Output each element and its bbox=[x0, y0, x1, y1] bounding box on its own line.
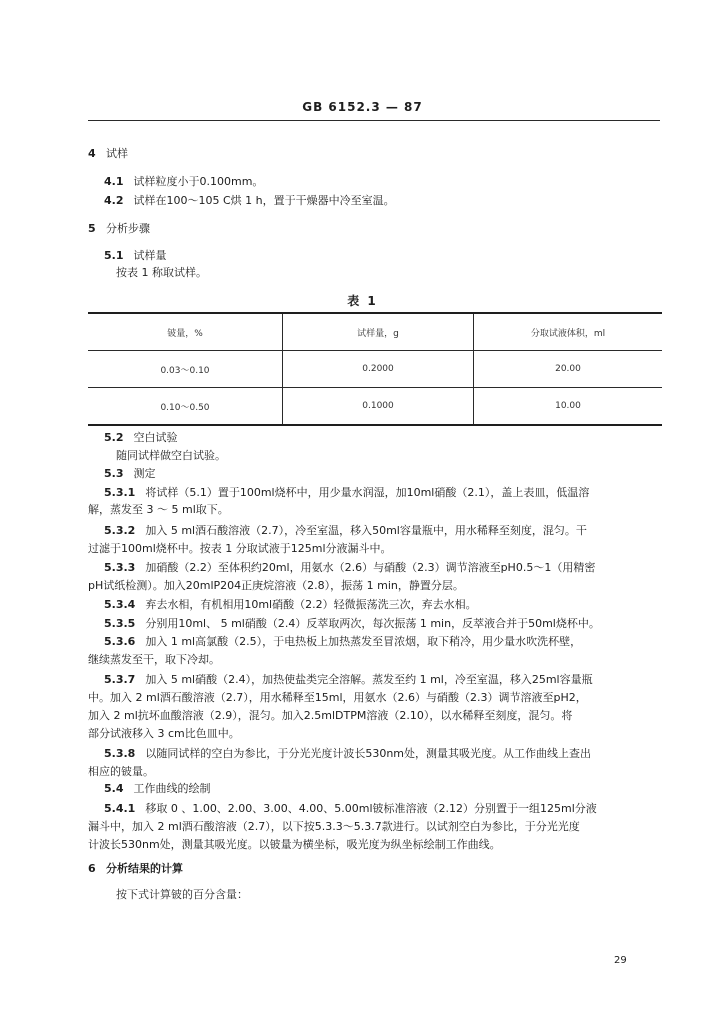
clause-number: 4.1 bbox=[104, 175, 124, 188]
clause-number: 5.3.5 bbox=[104, 617, 136, 630]
section-5-heading bbox=[88, 222, 150, 236]
header-rule bbox=[88, 120, 660, 121]
clause-5-3-2-cont: 过滤于100ml烧杯中。按表 1 分取试液于125ml分液漏斗中。 bbox=[88, 542, 392, 555]
clause-4-1 bbox=[104, 175, 263, 189]
clause-5-3-3 bbox=[104, 561, 595, 575]
table-cell: 10.00 bbox=[474, 388, 663, 426]
clause-number: 5.2 bbox=[104, 431, 124, 444]
clause-title: 试样量 bbox=[133, 249, 167, 262]
clause-5-3-5 bbox=[104, 617, 600, 631]
clause-title: 空白试验 bbox=[133, 431, 178, 444]
clause-5-3-2 bbox=[104, 524, 587, 538]
clause-5-3-4 bbox=[104, 598, 477, 612]
clause-5-3-3-cont: pH试纸检测）。加入20mlP204正庚烷溶液（2.8），振荡 1 min，静置分层。 bbox=[88, 579, 464, 592]
section-4-heading bbox=[88, 147, 128, 161]
clause-5-3-6-cont: 继续蒸发至干，取下冷却。 bbox=[88, 653, 220, 666]
table-row bbox=[88, 388, 662, 426]
page-number: 29 bbox=[614, 955, 627, 966]
table-cell: 0.2000 bbox=[283, 351, 474, 388]
clause-number: 5.3.4 bbox=[104, 598, 136, 611]
clause-text: 加入 5 ml酒石酸溶液（2.7），冷至室温，移入50ml容量瓶中，用水稀释至刻度，混匀。干 bbox=[145, 524, 587, 537]
clause-number: 5.3.8 bbox=[104, 747, 136, 760]
clause-number: 5.3.2 bbox=[104, 524, 136, 537]
section-6-text: 按下式计算铍的百分含量： bbox=[116, 888, 248, 901]
clause-text: 将试样（5.1）置于100ml烧杯中，用少量水润湿，加10ml硝酸（2.1），盖上表皿，低温溶 bbox=[145, 486, 590, 499]
table-cell: 20.00 bbox=[474, 351, 663, 388]
clause-text: 加硝酸（2.2）至体积约20ml，用氨水（2.6）与硝酸（2.3）调节溶液至pH0.5～1（用精密 bbox=[145, 561, 596, 574]
clause-5-3-7-cont: 中。加入 2 ml酒石酸溶液（2.7），用水稀释至15ml，用氨水（2.6）与硝酸（2.3）调节溶液至pH2， bbox=[88, 691, 587, 704]
table-title: 表 1 bbox=[347, 294, 378, 308]
clause-text: 移取 0 、1.00、2.00、3.00、4.00、5.00ml铍标准溶液（2.12）分别置于一组125ml分液 bbox=[145, 802, 597, 815]
clause-5-3-6 bbox=[104, 635, 581, 649]
table-header-cell: 试样量，g bbox=[283, 313, 474, 351]
clause-number: 4.2 bbox=[104, 194, 124, 207]
clause-5-1 bbox=[104, 249, 167, 263]
section-title: 分析步骤 bbox=[106, 222, 150, 235]
clause-4-2 bbox=[104, 194, 395, 208]
table-cell: 0.03～0.10 bbox=[88, 351, 283, 388]
clause-5-3-8-cont: 相应的铍量。 bbox=[88, 765, 154, 778]
section-number: 5 bbox=[88, 222, 96, 235]
clause-5-2-text: 随同试样做空白试验。 bbox=[116, 449, 226, 462]
clause-text: 弃去水相，有机相用10ml硝酸（2.2）轻微振荡洗三次，弃去水相。 bbox=[145, 598, 477, 611]
clause-5-3-8 bbox=[104, 747, 591, 761]
section-6-heading bbox=[88, 862, 183, 876]
clause-text: 分别用10ml、 5 ml硝酸（2.4）反萃取两次，每次振荡 1 min，反萃液合并于50ml烧杯中。 bbox=[145, 617, 600, 630]
section-number: 4 bbox=[88, 147, 96, 160]
clause-5-3-7-cont: 加入 2 ml抗坏血酸溶液（2.9），混匀。加入2.5mlDTPM溶液（2.10），以水稀释至刻度，混匀。将 bbox=[88, 709, 573, 722]
clause-number: 5.3.7 bbox=[104, 673, 136, 686]
table-1 bbox=[88, 312, 662, 426]
clause-number: 5.4 bbox=[104, 782, 124, 795]
clause-5-3-7 bbox=[104, 673, 593, 687]
clause-text: 以随同试样的空白为参比，于分光光度计波长530nm处，测量其吸光度。从工作曲线上查出 bbox=[145, 747, 592, 760]
clause-number: 5.3 bbox=[104, 467, 124, 480]
clause-5-4 bbox=[104, 782, 211, 796]
clause-text: 试样在100～105 C烘 1 h，置于干燥器中冷至室温。 bbox=[133, 194, 395, 207]
table-cell: 0.1000 bbox=[283, 388, 474, 426]
table-header-cell: 分取试液体积，ml bbox=[474, 313, 663, 351]
table-row bbox=[88, 351, 662, 388]
clause-text: 加入 5 ml硝酸（2.4），加热使盐类完全溶解。蒸发至约 1 ml，冷至室温，移入25ml容量瓶 bbox=[145, 673, 593, 686]
clause-title: 工作曲线的绘制 bbox=[133, 782, 211, 795]
section-title: 试样 bbox=[106, 147, 128, 160]
clause-5-3-7-cont: 部分试液移入 3 cm比色皿中。 bbox=[88, 727, 240, 740]
clause-number: 5.3.1 bbox=[104, 486, 136, 499]
clause-number: 5.4.1 bbox=[104, 802, 136, 815]
clause-5-2 bbox=[104, 431, 178, 445]
clause-text: 试样粒度小于0.100mm。 bbox=[133, 175, 264, 188]
clause-title: 测定 bbox=[133, 467, 156, 480]
clause-5-3-1-cont: 解，蒸发至 3 ～ 5 ml取下。 bbox=[88, 503, 229, 516]
section-title: 分析结果的计算 bbox=[106, 862, 183, 875]
clause-5-4-1-cont: 漏斗中，加入 2 ml酒石酸溶液（2.7），以下按5.3.3～5.3.7款进行。以试剂空白为参比，于分光光度 bbox=[88, 820, 580, 833]
clause-5-3-1 bbox=[104, 486, 589, 500]
clause-text: 加入 1 ml高氯酸（2.5），于电热板上加热蒸发至冒浓烟，取下稍冷，用少量水吹洗杯壁， bbox=[145, 635, 582, 648]
clause-number: 5.3.3 bbox=[104, 561, 136, 574]
clause-5-1-text: 按表 1 称取试样。 bbox=[116, 266, 207, 279]
standard-header: GB 6152.3 — 87 bbox=[302, 100, 423, 114]
clause-5-4-1 bbox=[104, 802, 597, 816]
section-number: 6 bbox=[88, 862, 96, 875]
table-header-cell: 铍量，% bbox=[88, 313, 283, 351]
clause-5-3 bbox=[104, 467, 156, 481]
table-cell: 0.10～0.50 bbox=[88, 388, 283, 426]
clause-number: 5.3.6 bbox=[104, 635, 136, 648]
clause-number: 5.1 bbox=[104, 249, 124, 262]
clause-5-4-1-cont: 计波长530nm处，测量其吸光度。以铍量为横坐标，吸光度为纵坐标绘制工作曲线。 bbox=[88, 838, 501, 851]
table-header-row bbox=[88, 313, 662, 351]
